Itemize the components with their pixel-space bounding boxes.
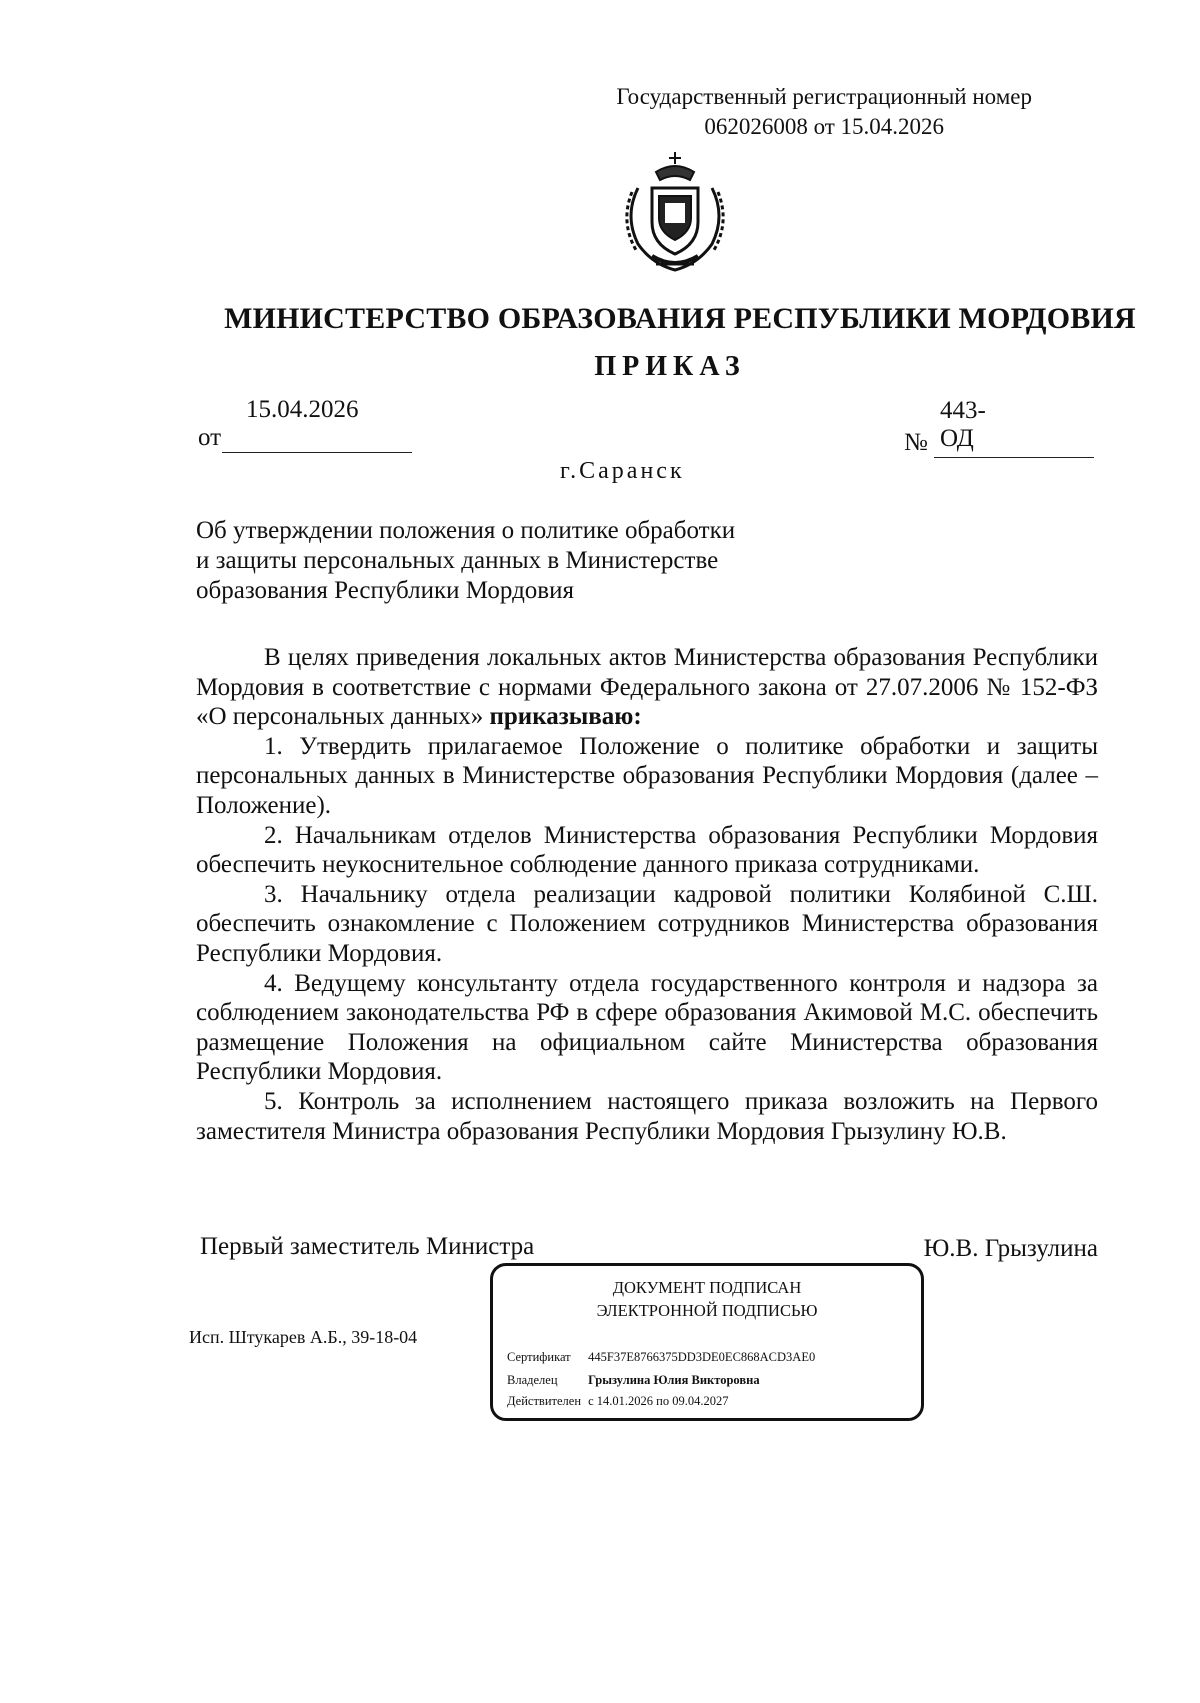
preamble-directive: приказываю: [489, 703, 642, 731]
date-value: 15.04.2026 [246, 396, 359, 423]
preamble-text: В целях приведения локальных актов Министерства образования Республики Мордовия в соответствие с нормами Федерального закона от 27.07.2006 № 152-ФЗ «О персональных данных» [196, 644, 1098, 731]
executor-info: Исп. Штукарев А.Б., 39-18-04 [189, 1327, 418, 1347]
stamp-certificate-row [507, 1350, 815, 1365]
order-item-4: 4. Ведущему консультанту отдела государственного контроля и надзора за соблюдением законодательства РФ в сфере образования Акимовой М.С. обеспечить размещение Положения на официальном сайте Министерства образования Республики Мордовия. [196, 969, 1098, 1086]
city: г.Саранск [560, 458, 685, 484]
owner-label: Владелец [507, 1373, 558, 1387]
certificate-value: 445F37E8766375DD3DE0EC868ACD3AE0 [588, 1350, 816, 1364]
subject-line: Об утверждении положения о политике обработки [196, 517, 736, 544]
validity-label: Действителен [507, 1394, 582, 1408]
subject-line: образования Республики Мордовия [196, 577, 574, 604]
electronic-signature-stamp [490, 1263, 924, 1421]
registration-label: Государственный регистрационный номер [616, 84, 1032, 109]
certificate-label: Сертификат [507, 1350, 571, 1364]
number-prefix: № [904, 429, 928, 456]
validity-value: с 14.01.2026 по 09.04.2027 [588, 1394, 729, 1408]
order-date [198, 396, 359, 452]
stamp-validity-row [507, 1394, 729, 1409]
date-underline [222, 432, 412, 453]
registration-block [616, 82, 1032, 142]
document-type: ПРИКАЗ [594, 351, 746, 382]
order-item-2: 2. Начальникам отделов Министерства образования Республики Мордовия обеспечить неукоснительное соблюдение данного приказа сотрудниками. [196, 821, 1098, 879]
subject-line: и защиты персональных данных в Министерстве [196, 547, 719, 574]
stamp-owner-row [507, 1373, 760, 1388]
order-body [196, 643, 1098, 1146]
order-item-5: 5. Контроль за исполнением настоящего приказа возложить на Первого заместителя Министра образования Республики Мордовия Грызулину Ю.В. [196, 1087, 1098, 1145]
coat-of-arms-mordovia-icon [612, 148, 738, 278]
ministry-title: МИНИСТЕРСТВО ОБРАЗОВАНИЯ РЕСПУБЛИКИ МОРДОВИЯ [224, 302, 1136, 335]
stamp-header [493, 1276, 921, 1322]
order-number [904, 397, 986, 457]
order-item-3: 3. Начальнику отдела реализации кадровой политики Колябиной С.Ш. обеспечить ознакомление с Положением сотрудников Министерства образования Республики Мордовия. [196, 880, 1098, 967]
preamble [196, 643, 1098, 732]
owner-value: Грызулина Юлия Викторовна [588, 1373, 760, 1387]
registration-number: 062026008 от 15.04.2026 [704, 114, 945, 139]
stamp-header-line: ДОКУМЕНТ ПОДПИСАН [612, 1278, 802, 1297]
date-prefix: от [198, 424, 222, 451]
order-subject [196, 516, 836, 606]
stamp-header-line: ЭЛЕКТРОННОЙ ПОДПИСЬЮ [596, 1301, 818, 1320]
number-value: 443-ОД [940, 397, 986, 452]
order-item-1: 1. Утвердить прилагаемое Положение о политике обработки и защиты персональных данных в Министерстве образования Республики Мордовия (далее – Положение). [196, 732, 1098, 819]
signatory-title: Первый заместитель Министра [200, 1233, 535, 1260]
signatory-name: Ю.В. Грызулина [923, 1235, 1098, 1262]
